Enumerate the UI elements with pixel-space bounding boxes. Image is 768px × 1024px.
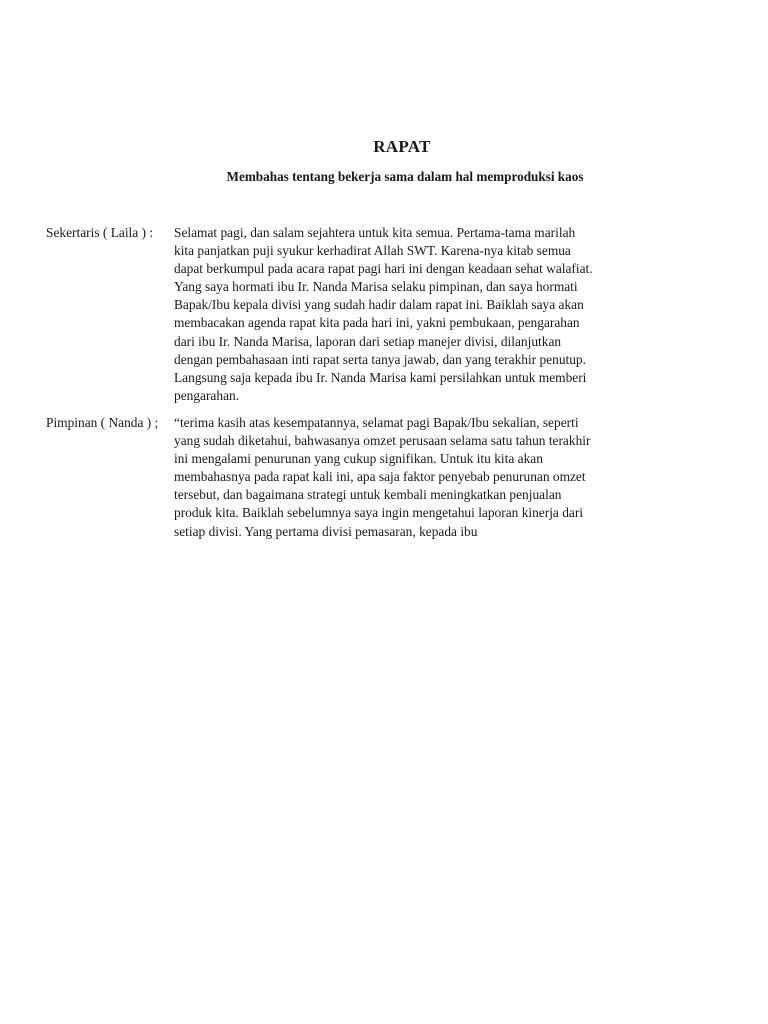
speech-line: tersebut, dan bagaimana strategi untuk kembali meningkatkan penjualan — [174, 487, 562, 503]
speech-line: dapat berkumpul pada acara rapat pagi hari ini dengan keadaan sehat walafiat. — [174, 261, 593, 277]
speech-line: dengan pembahasaan inti rapat serta tanya jawab, dan yang terakhir penutup. — [174, 351, 586, 367]
speech-text — [174, 414, 674, 541]
speech-text — [174, 224, 674, 405]
speech-line: Langsung saja kepada ibu Ir. Nanda Marisa kami persilahkan untuk memberi — [174, 369, 587, 385]
speech-line: yang sudah diketahui, bahwasanya omzet perusaan selama satu tahun terakhir — [174, 433, 591, 449]
speaker-label: Pimpinan ( Nanda ) ; — [46, 415, 159, 430]
speech-line: Bapak/Ibu kepala divisi yang sudah hadir dalam rapat ini. Baiklah saya akan — [174, 297, 584, 313]
speech-line: ini mengalami penurunan yang cukup signifikan. Untuk itu kita akan — [174, 451, 543, 467]
speech-line: membahasnya pada rapat kali ini, apa saja faktor penyebab penurunan omzet — [174, 469, 586, 485]
speech-line: membacakan agenda rapat kita pada hari ini, yakni pembukaan, pengarahan — [174, 315, 580, 331]
speech-line: setiap divisi. Yang pertama divisi pemasaran, kepada ibu — [174, 523, 478, 539]
speech-line: produk kita. Baiklah sebelumnya saya ingin mengetahui laporan kinerja dari — [174, 505, 584, 521]
dialogue-entry-secretary — [46, 224, 686, 405]
document-title: RAPAT — [373, 137, 431, 156]
document-subtitle: Membahas tentang bekerja sama dalam hal memproduksi kaos — [226, 169, 584, 184]
speech-line: Selamat pagi, dan salam sejahtera untuk kita semua. Pertama-tama marilah — [174, 225, 576, 240]
speaker-label: Sekertaris ( Laila ) : — [46, 225, 154, 240]
speech-line: “terima kasih atas kesempatannya, selamat pagi Bapak/Ibu sekalian, seperti — [174, 415, 579, 430]
speech-line: kita panjatkan puji syukur kerhadirat Allah SWT. Karena-nya kitab semua — [174, 243, 571, 259]
dialogue-entry-leader — [46, 414, 686, 541]
speech-line: Yang saya hormati ibu Ir. Nanda Marisa selaku pimpinan, dan saya hormati — [174, 279, 578, 295]
speech-line: pengarahan. — [174, 387, 240, 403]
speech-line: dari ibu Ir. Nanda Marisa, laporan dari setiap manejer divisi, dilanjutkan — [174, 333, 562, 349]
